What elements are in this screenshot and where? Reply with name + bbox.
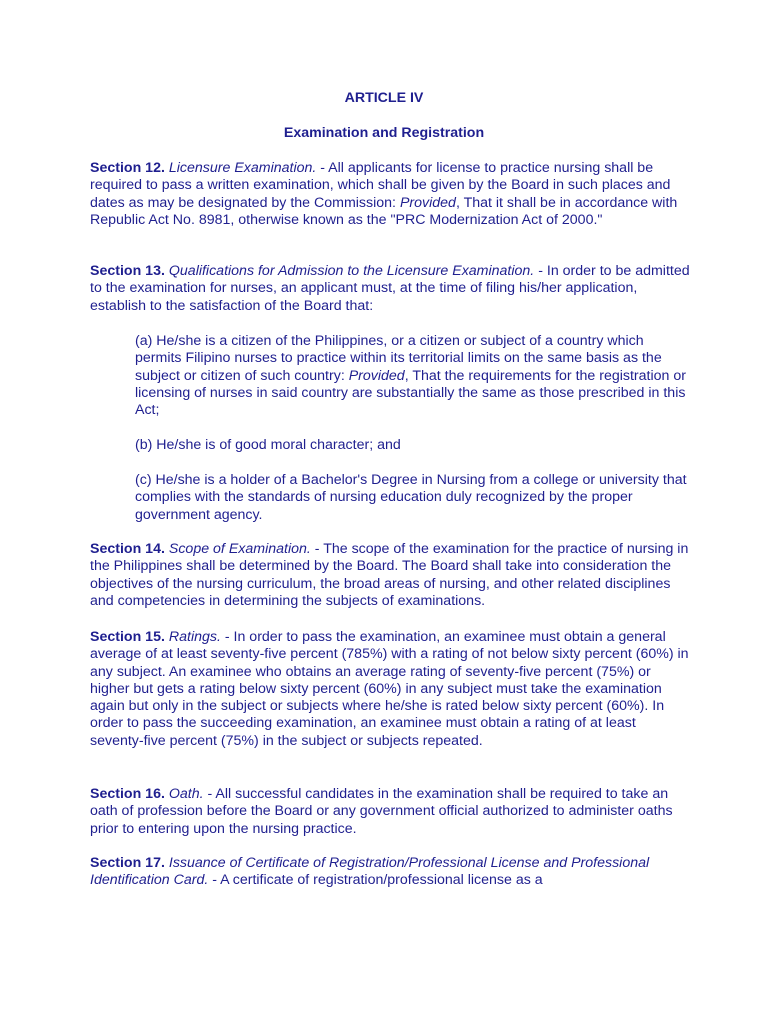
section-12-label: Section 12. — [90, 160, 165, 176]
section-12-text-b: , That it shall be in accordance with Republic Act No. 8981, otherwise known as the "PRC Modernization Act of 2000." — [90, 194, 678, 228]
section-13-item-a-text-a: (a) He/she is a citizen of the Philippines, or a citizen or subject of a country which permits Filipino nurses to practice within its territorial limits on the same basis as the subject or citizen of such country: — [135, 333, 662, 384]
section-15-text: - In order to pass the examination, an examinee must obtain a general average of at least seventy-five percent (785%) with a rating of not below sixty percent (60%) in any subject. An examinee who obtains an average rating of seventy-five percent (75%) or higher but gets a rating below sixty percent (60%) in any subject must take the examination again but only in the subject or subjects where he/she is rated below sixty percent (60%). In order to pass the succeeding examination, an examinee must obtain a rating of at least seventy-five percent (75%) in the subject or subjects repeated. — [90, 629, 689, 749]
section-12-paragraph — [90, 160, 690, 229]
section-13-text: - In order to be admitted to the examination for nurses, an applicant must, at the time of filing his/her application, establish to the satisfaction of the Board that: — [90, 263, 690, 314]
section-17-text: - A certificate of registration/professional license as a — [208, 872, 543, 889]
section-13-paragraph — [90, 263, 690, 315]
article-title: ARTICLE IV — [344, 90, 424, 106]
section-12-heading: Licensure Examination. — [168, 160, 317, 176]
section-14-label: Section 14. — [90, 541, 165, 557]
section-12-provided: Provided — [399, 194, 456, 211]
section-13-label: Section 13. — [90, 263, 165, 279]
section-16-paragraph — [90, 786, 690, 838]
section-16-label: Section 16. — [90, 786, 165, 802]
section-15-label: Section 15. — [90, 629, 165, 645]
section-12-text-a: - All applicants for license to practice nursing shall be required to pass a written examination, which shall be given by the Board in such places and dates as may be designated by the Commission: — [90, 160, 671, 211]
section-14-text: - The scope of the examination for the practice of nursing in the Philippines shall be determined by the Board. The Board shall take into consideration the objectives of the nursing curriculum, the broad areas of nursing, and other related disciplines and competencies in determining the subjects of examinations. — [90, 541, 689, 609]
section-15-heading: Ratings. — [168, 629, 221, 645]
section-14-heading: Scope of Examination. — [168, 541, 311, 557]
section-13-item-a — [135, 333, 690, 419]
section-13-heading: Qualifications for Admission to the Licensure Examination. — [168, 263, 535, 279]
section-14-paragraph — [90, 541, 690, 610]
section-13-item-b: (b) He/she is of good moral character; and — [135, 437, 401, 453]
section-17-heading: Issuance of Certificate of Registration/Professional License and Professional Identification Card. — [90, 855, 650, 889]
section-15-paragraph — [90, 629, 690, 750]
section-17-paragraph — [90, 855, 690, 890]
section-16-heading: Oath. — [168, 786, 204, 802]
section-13-item-a-provided: Provided — [348, 367, 405, 384]
section-13-item-c: (c) He/she is a holder of a Bachelor's Degree in Nursing from a college or university that complies with the standards of nursing education duly recognized by the proper government agency. — [135, 472, 687, 523]
section-13-item-a-text-b: , That the requirements for the registration or licensing of nurses in said country are substantially the same as those prescribed in this Act; — [135, 367, 686, 419]
section-16-text: - All successful candidates in the examination shall be required to take an oath of profession before the Board or any government official authorized to administer oaths prior to entering upon the nursing practice. — [90, 786, 673, 837]
section-17-label: Section 17. — [90, 855, 165, 871]
article-subtitle: Examination and Registration — [283, 125, 485, 141]
